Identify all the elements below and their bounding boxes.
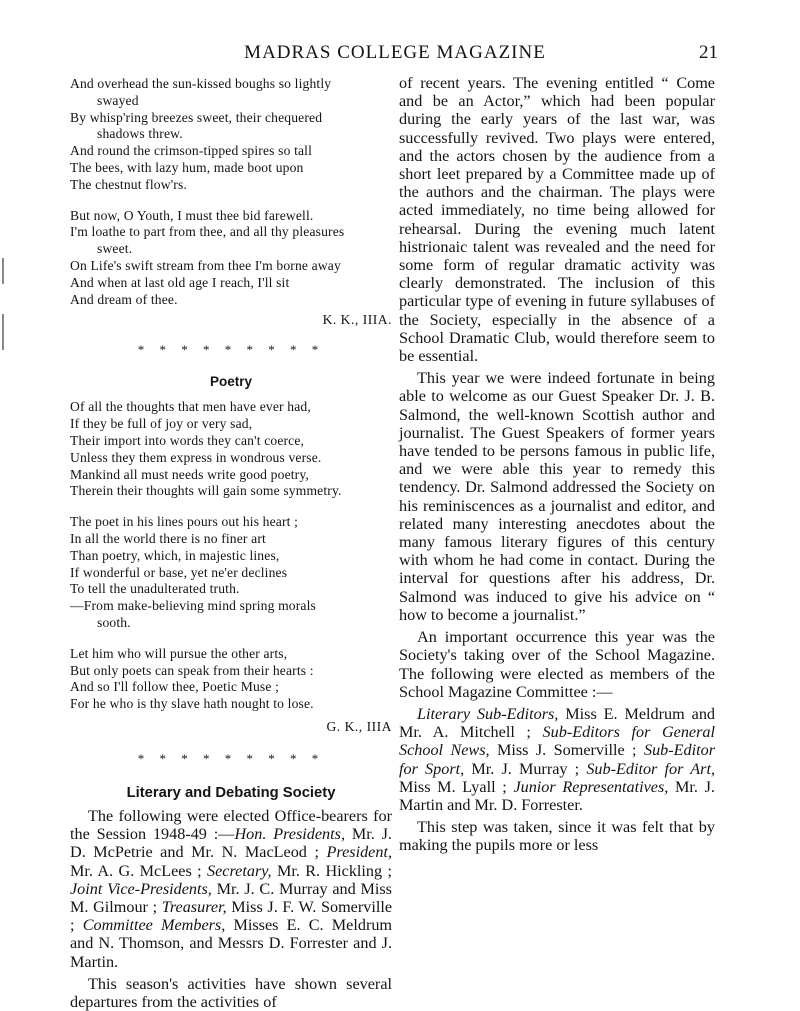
poem-line: The bees, with lazy hum, made boot upon	[70, 159, 304, 175]
poem-line: And round the crimson-tipped spires so tall	[70, 143, 313, 159]
magazine-title: MADRAS COLLEGE MAGAZINE	[244, 42, 546, 63]
margin-mark-bottom	[2, 314, 4, 350]
poem-line: Therein their thoughts will gain some symmetry.	[70, 483, 342, 499]
closing-paragraph: This step was taken, since it was felt that by making the pupils more or less	[399, 818, 715, 855]
poem-line: sooth.	[97, 614, 131, 630]
separator-stars: * * * * * * * * *	[137, 750, 325, 766]
office-bearers-paragraph: The following were elected Office-bearers for the Session 1948-49 :—Hon. Presidents, Mr. J. D. McPetrie and Mr. N. MacLeod ; President, Mr. A. G. McLees ; Secretary, Mr. R. Hickling ; Joint Vice-Presidents, Mr. J. C. Murray and Miss M. Gilmour ; Treasurer, Miss J. F. W. Somerville ; Committee Members, Misses E. C. Meldrum and N. Thomson, and Messrs D. Forrester and J. Martin.	[70, 806, 393, 971]
poem-line: And overhead the sun-kissed boughs so lightly	[70, 76, 332, 91]
poem-poetry	[70, 399, 392, 713]
poem-line: If they be full of joy or very sad,	[70, 416, 253, 432]
poem-line: Than poetry, which, in majestic lines,	[70, 547, 280, 563]
poem-line: In all the world there is no finer art	[70, 530, 266, 546]
separator-stars: * * * * * * * * *	[137, 342, 325, 358]
poem-line: If wonderful or base, yet ne'er declines	[70, 564, 288, 580]
poem-line: By whisp'ring breezes sweet, their chequered	[70, 109, 323, 125]
poem-line: Unless they them express in wondrous verse.	[70, 449, 322, 465]
page-header	[72, 42, 718, 68]
poem-line: To tell the unadulterated truth.	[70, 581, 240, 597]
poem-line: And dream of thee.	[70, 291, 178, 307]
poem-line: The poet in his lines pours out his heart ;	[70, 514, 299, 530]
poem-line: Their import into words they can't coerce,	[70, 432, 305, 448]
poem-line: sweet.	[97, 241, 133, 257]
stanza-gap	[70, 194, 392, 208]
poem-poetry-signature: G. K., IIIA	[326, 718, 392, 734]
magazine-paragraph: An important occurrence this year was the Society's taking over of the School Magazine. The following were elected as members of the School Magazine Committee :—	[399, 628, 715, 701]
poem-line: And when at last old age I reach, I'll sit	[70, 274, 290, 290]
poem-line: And so I'll follow thee, Poetic Muse ;	[70, 679, 280, 695]
section-heading: Literary and Debating Society	[126, 784, 336, 801]
poem-line: The chestnut flow'rs.	[70, 176, 187, 192]
page-number: 21	[699, 42, 718, 63]
guest-speaker-paragraph: This year we were indeed fortunate in being able to welcome as our Guest Speaker Dr. J. B. Salmond, the well-known Scottish author and journalist. The Guest Speakers of former years have tended to be persons famous in public life, and we were able this year to remedy this tendency. Dr. Salmond addressed the Society on his reminiscences as a journalist and editor, and related many interesting anecdotes about the many famous literary figures of this century with whom he had come in contact. During the interval for questions after his address, Dr. Salmond was induced to give his advice on “ how to become a journalist.”	[399, 369, 715, 624]
poem-line: swayed	[97, 92, 139, 108]
poem-heading: Poetry	[209, 374, 253, 390]
actor-evening-paragraph: of recent years. The evening entitled “ Come and be an Actor,” which had been popular during the early years of the last war, was successfully revived. Two plays were entered, and the actors chosen by the audience from a short leet prepared by a Committee made up of the authors and the chairman. The plays were acted immediately, no time being allowed for rehearsal. During the evening much latent histrionaic talent was revealed and the need for some form of regular dramatic activity was clearly demonstrated. The inclusion of this particular type of evening in future syllabuses of the Society, especially in the absence of a School Dramatic Club, would therefore seem to be essential.	[399, 74, 715, 366]
right-column	[399, 74, 715, 855]
poem-line: —From make-believing mind spring morals	[70, 598, 316, 614]
poem-line: shadows threw.	[97, 126, 183, 142]
poem-youth	[70, 76, 392, 308]
poem-youth-signature: K. K., IIIA.	[322, 312, 392, 328]
margin-mark-top	[2, 258, 4, 284]
poem-line: But now, O Youth, I must thee bid farewell.	[70, 207, 314, 223]
poem-line: Mankind all must needs write good poetry,	[70, 466, 309, 482]
society-report	[70, 807, 392, 1011]
committee-list-paragraph: Literary Sub-Editors, Miss E. Meldrum and Mr. A. Mitchell ; Sub-Editors for General School News, Miss J. Somerville ; Sub-Editor for Sport, Mr. J. Murray ; Sub-Editor for Art, Miss M. Lyall ; Junior Representatives, Mr. J. Martin and Mr. D. Forrester.	[399, 704, 716, 814]
poem-line: I'm loathe to part from thee, and all thy pleasures	[70, 224, 345, 240]
stanza-gap	[70, 500, 392, 514]
poem-line: Of all the thoughts that men have ever had,	[70, 399, 311, 415]
poem-line: But only poets can speak from their hearts :	[70, 662, 314, 678]
activities-paragraph: This season's activities have shown several departures from the activities of	[70, 974, 392, 1011]
stanza-gap	[70, 632, 392, 646]
poem-line: Let him who will pursue the other arts,	[70, 645, 288, 661]
poem-line: On Life's swift stream from thee I'm borne away	[70, 257, 341, 273]
left-column	[70, 76, 392, 1011]
poem-line: For he who is thy slave hath nought to lose.	[70, 696, 314, 712]
